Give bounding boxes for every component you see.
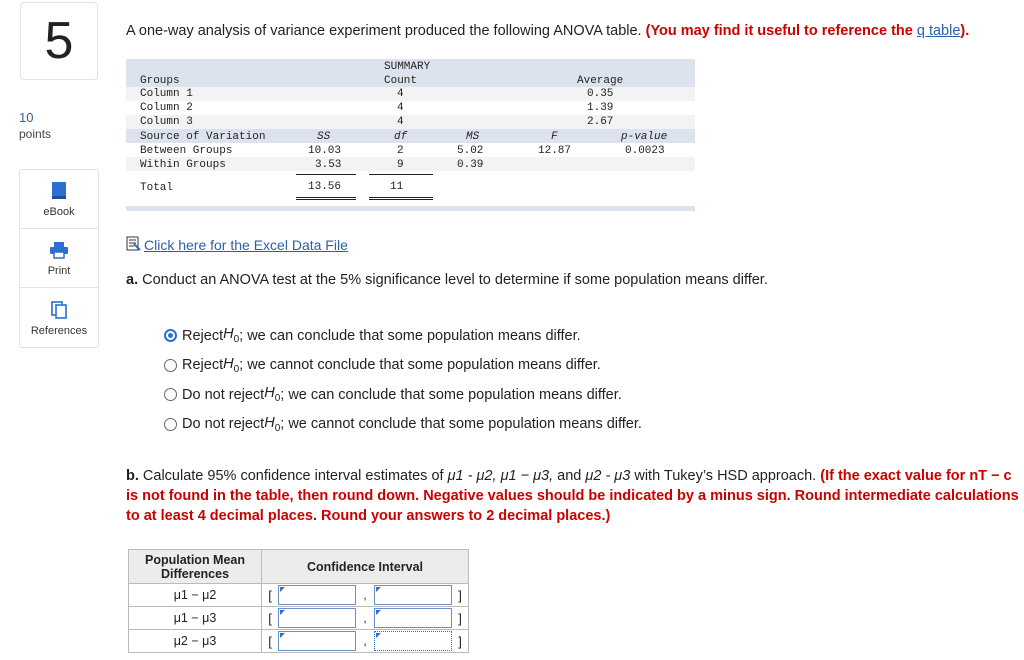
part-a-options (164, 321, 642, 439)
average-header: Average (577, 75, 624, 87)
between-ms: 5.02 (457, 145, 484, 157)
group-average: 0.35 (587, 88, 614, 100)
between-df: 2 (397, 145, 404, 157)
radio-selected[interactable] (164, 329, 177, 342)
lower-bound-input[interactable] (278, 608, 356, 628)
part-b-question: b. Calculate 95% confidence interval estimates of μ1 - μ2, μ1 − μ3, and μ2 - μ3 with Tukey’s HSD approach. (If the exact value for nT − c is not found in the table, then round down. Negative values should be indicated by a minus sign. Round intermediate calculations to at least 4 decimal places. Round your answers to 2 decimal places.) (126, 468, 1019, 524)
option-reject-can[interactable]: Reject $H_0$ ; we can conclude that some population means differ. (164, 321, 642, 351)
total-ss: 13.56 (308, 181, 342, 193)
group-count: 4 (397, 88, 404, 100)
count-header: Count (384, 75, 418, 87)
p-value-header: p-value (621, 131, 668, 143)
file-icon (126, 236, 141, 254)
print-button[interactable]: Print (20, 229, 98, 288)
points-info (19, 110, 51, 141)
radio[interactable] (164, 388, 177, 401)
df-header: df (394, 131, 408, 143)
group-name: Column 1 (140, 88, 193, 100)
radio[interactable] (164, 418, 177, 431)
between-label: Between Groups (140, 145, 233, 157)
lower-bound-input[interactable] (278, 631, 356, 651)
option-not-reject-can[interactable]: Do not reject $H_0$ ; we can conclude that some population means differ. (164, 380, 642, 410)
option-not-reject-cannot[interactable]: Do not reject $H_0$ ; we cannot conclude that some population means differ. (164, 410, 642, 440)
lower-bound-input[interactable] (278, 585, 356, 605)
within-ss: 3.53 (315, 159, 342, 171)
group-count: 4 (397, 116, 404, 128)
total-df: 11 (390, 181, 404, 193)
col-mean-diff-header: Population Mean Differences (129, 550, 262, 584)
anova-table (126, 59, 695, 213)
excel-data-file-link[interactable]: Click here for the Excel Data File (144, 237, 348, 253)
points-label: points (19, 127, 52, 141)
references-button[interactable]: References (20, 288, 98, 347)
q-table-link[interactable]: q table (916, 23, 961, 39)
group-name: Column 2 (140, 102, 193, 114)
upper-bound-input[interactable] (374, 585, 452, 605)
upper-bound-input[interactable] (374, 631, 452, 651)
instructions: (If the exact value for nT − c is not found in the table, then round down. Negative values should be indicated by a minus sign. Round intermediate calculations to at least 4 decimal places. Round your answers to 2 decimal places.) (126, 468, 1019, 524)
p-value: 0.0023 (625, 145, 665, 157)
upper-bound-input[interactable] (374, 608, 452, 628)
groups-header: Groups (140, 75, 180, 87)
group-count: 4 (397, 102, 404, 114)
between-ss: 10.03 (308, 145, 342, 157)
group-average: 2.67 (587, 116, 614, 128)
f-header: F (551, 131, 558, 143)
group-average: 1.39 (587, 102, 614, 114)
ss-header: SS (317, 131, 331, 143)
book-icon (50, 180, 68, 202)
ms-header: MS (466, 131, 480, 143)
row-label: μ1 − μ3 (129, 607, 262, 630)
within-df: 9 (397, 159, 404, 171)
within-ms: 0.39 (457, 159, 484, 171)
confidence-interval-table: Population Mean Differences Confidence Interval μ1 − μ2 [ , ] μ1 − μ3 [ , ] μ2 − μ3 [ , ] (128, 549, 469, 653)
source-header: Source of Variation (140, 131, 266, 143)
row-label: μ1 − μ2 (129, 584, 262, 607)
col-ci-header: Confidence Interval (262, 550, 469, 584)
radio[interactable] (164, 359, 177, 372)
question-number-box (20, 2, 98, 80)
part-a-question: a. Conduct an ANOVA test at the 5% significance level to determine if some population means differ. (126, 272, 768, 288)
row-label: μ2 − μ3 (129, 630, 262, 653)
option-reject-cannot[interactable]: Reject $H_0$ ; we cannot conclude that some population means differ. (164, 351, 642, 381)
points-value: 10 (19, 110, 34, 125)
printer-icon (49, 239, 69, 261)
f-value: 12.87 (538, 145, 572, 157)
question-number: 5 (44, 12, 74, 70)
question-intro: A one-way analysis of variance experiment produced the following ANOVA table. (You may find it useful to reference the q table). (126, 23, 970, 39)
ebook-button[interactable]: eBook (20, 170, 98, 229)
within-label: Within Groups (140, 159, 226, 171)
excel-file-link-row (126, 236, 348, 254)
group-name: Column 3 (140, 116, 193, 128)
tools-panel (19, 169, 99, 348)
summary-title: SUMMARY (384, 61, 431, 73)
references-icon (50, 299, 68, 321)
total-label: Total (140, 182, 174, 194)
